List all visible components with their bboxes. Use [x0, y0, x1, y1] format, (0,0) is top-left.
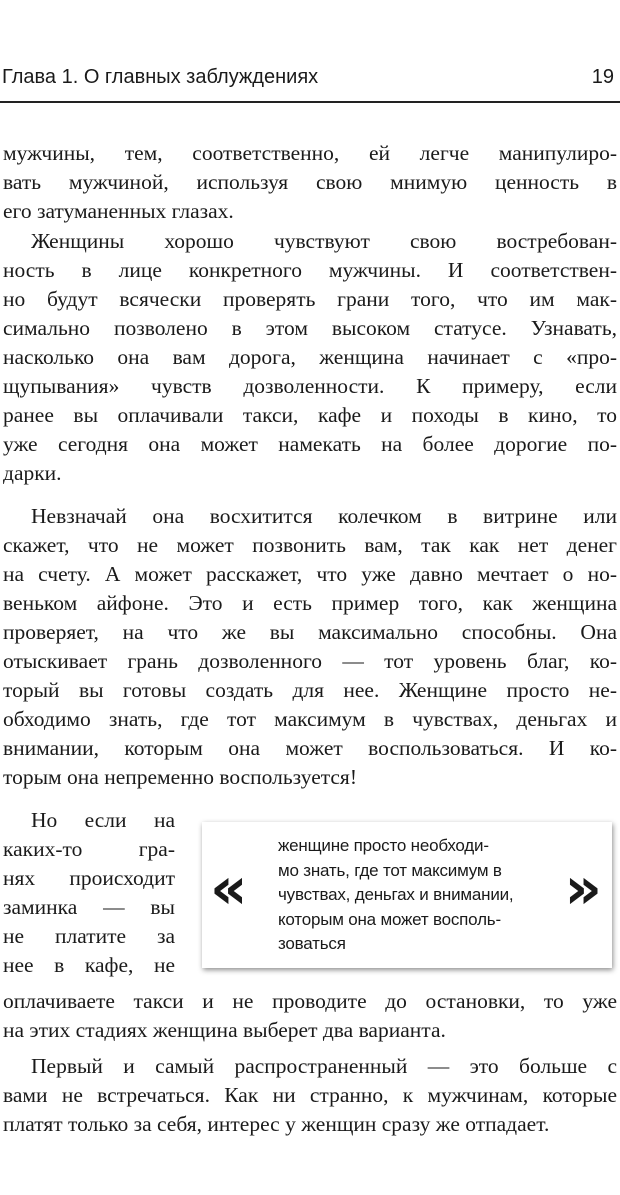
body-line: симально позволено в этом высоком статусе. Узнавать,	[3, 316, 617, 340]
body-line: проверяет, на что же вы максимально способны. Она	[3, 620, 617, 644]
body-line: щупывания» чувств дозволенности. К примеру, если	[3, 374, 617, 398]
body-line: внимании, которым она может воспользоваться. И ко-	[3, 736, 617, 760]
body-line: ность в лице конкретного мужчины. И соответствен-	[3, 258, 617, 282]
body-line: уже сегодня она может намекать на более дорогие по-	[3, 432, 617, 456]
pull-quote-text	[278, 834, 540, 957]
body-line: Невзначай она восхитится колечком в витрине или	[31, 504, 617, 528]
body-line: не платите за	[3, 924, 175, 948]
body-line: но будут всячески проверять грани того, что им мак-	[3, 287, 617, 311]
body-line: каких-то гра-	[3, 837, 175, 861]
body-line: его затуманенных глазах.	[3, 199, 234, 223]
body-line: вами не встречаться. Как ни странно, к мужчинам, которые	[3, 1083, 617, 1107]
body-line: Первый и самый распространенный — это больше с	[31, 1054, 617, 1078]
body-line: веньком айфоне. Это и есть пример того, как женщина	[3, 591, 617, 615]
close-quote-mark: »	[564, 854, 602, 922]
body-line: торым она непременно воспользуется!	[3, 765, 357, 789]
body-line: Но если на	[31, 808, 175, 832]
body-line: заминка — вы	[3, 895, 175, 919]
body-line: скажет, что не может позвонить вам, так как нет денег	[3, 533, 617, 557]
body-line: насколько она вам дорога, женщина начинает с «про-	[3, 345, 617, 369]
pull-quote-line: женщине просто необходи-	[278, 836, 489, 855]
pull-quote-line: зоваться	[278, 934, 346, 953]
body-line: отыскивает грань дозволенного — тот уровень благ, ко-	[3, 649, 617, 673]
body-line: платят только за себя, интерес у женщин сразу же отпадает.	[3, 1112, 550, 1136]
body-line: на этих стадиях женщина выберет два варианта.	[3, 1018, 446, 1042]
chapter-title: Глава 1. О главных заблуждениях	[2, 66, 319, 88]
pull-quote-line: чувствах, деньгах и внимании,	[278, 885, 514, 904]
body-line: нее в кафе, не	[3, 953, 175, 977]
body-line: оплачиваете такси и не проводите до остановки, то уже	[3, 989, 617, 1013]
pull-quote-line: мо знать, где тот максимум в	[278, 860, 502, 880]
body-line: дарки.	[3, 461, 62, 485]
body-line: Женщины хорошо чувствуют свою востребован-	[31, 229, 617, 253]
header-rule	[0, 101, 620, 103]
body-line: вать мужчиной, используя свою мнимую ценность в	[3, 170, 617, 194]
body-line: мужчины, тем, соответственно, ей легче манипулиро-	[3, 141, 617, 165]
page-number: 19	[591, 66, 614, 88]
body-line: на счету. А может расскажет, что уже давно мечтает о но-	[3, 562, 617, 586]
body-line: обходимо знать, где тот максимум в чувствах, деньгах и	[3, 707, 617, 731]
body-line: нях происходит	[3, 866, 175, 890]
running-header	[0, 62, 620, 92]
body-line: ранее вы оплачивали такси, кафе и походы в кино, то	[3, 403, 617, 427]
body-line: торый вы готовы создать для нее. Женщине просто не-	[3, 678, 617, 702]
pull-quote-line: которым она может восполь-	[278, 909, 501, 929]
open-quote-mark: «	[210, 854, 248, 922]
pull-quote-box	[202, 822, 612, 968]
